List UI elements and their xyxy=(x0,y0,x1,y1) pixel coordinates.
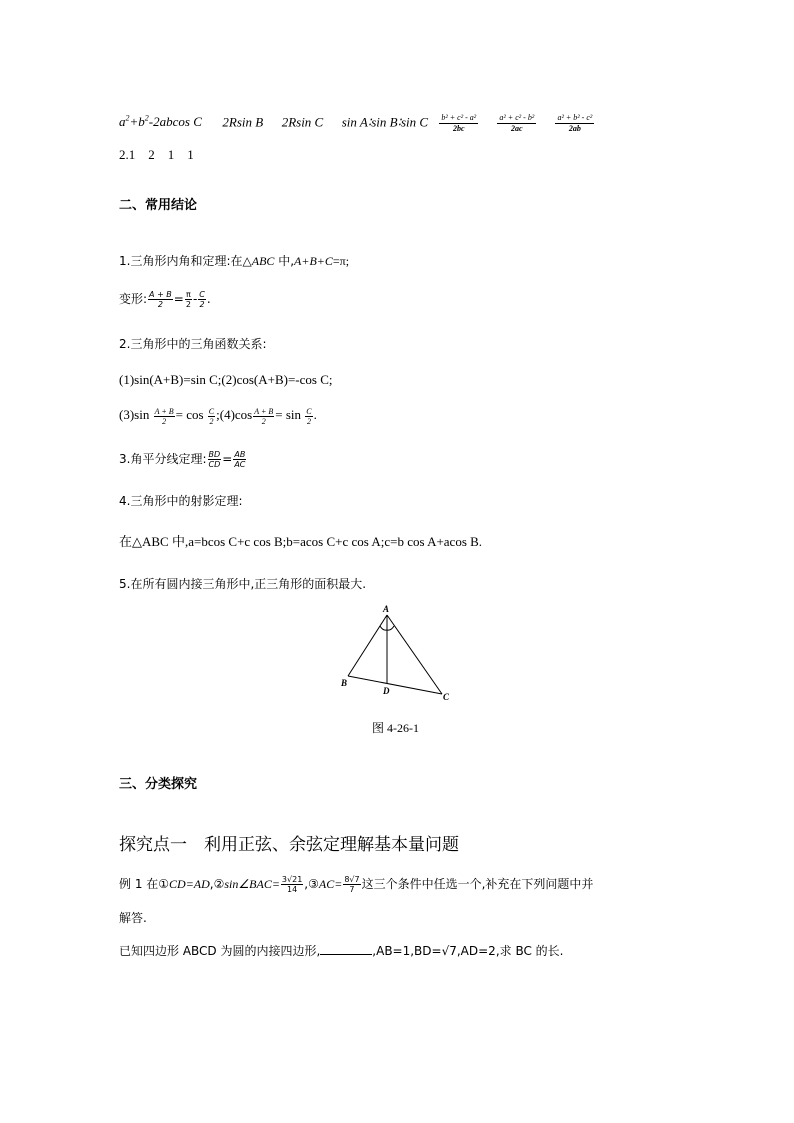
section-title-common-conclusions: 二、常用结论 xyxy=(119,198,198,213)
formula-2rsinc: 2Rsin C xyxy=(281,114,324,130)
fraction-bd-cd: $\frac{BD}{CD}$ xyxy=(208,450,221,469)
fraction-cos-c: $\frac{\text{a² + b² - c²}}{2ab}$ xyxy=(557,112,593,133)
formula-sin-ratio: sin A∶sin B∶sin C xyxy=(341,114,429,130)
fraction-c-over-2: $\frac{C}{2}$ xyxy=(199,290,205,309)
fraction-ab-ac: $\frac{AB}{AC}$ xyxy=(234,450,246,469)
vertex-label-c: C xyxy=(443,692,450,702)
fraction-half-a-plus-b-2: $\frac{A + B}{2}$ xyxy=(254,406,274,426)
point-label-d: D xyxy=(383,686,390,696)
figure-caption: 图 4-26-1 xyxy=(372,721,419,735)
item-5-max-area: 5.在所有圆内接三角形中,正三角形的面积最大. xyxy=(119,577,367,591)
angle-arc-right xyxy=(387,626,394,630)
answer-row-numbers: 2.1 2 1 1 xyxy=(119,147,194,162)
example-1-line-2: 解答. xyxy=(119,911,147,925)
formula-2rsinb: 2Rsin B xyxy=(222,114,264,130)
fill-in-blank[interactable] xyxy=(320,942,372,955)
item-2-title: 2.三角形中的三角函数关系: xyxy=(119,337,267,351)
fraction-a-plus-b-over-2: $\frac{A + B}{2}$ xyxy=(149,290,172,309)
vertex-label-b: B xyxy=(341,678,348,688)
item-2-line-1: (1)sin(A+B)=sin C;(2)cos(A+B)=-cos C; xyxy=(119,372,333,387)
vertex-label-a: A xyxy=(383,605,390,614)
item-3-angle-bisector: 3.角平分线定理: $\frac{BD}{CD}$ = $\frac{AB}{AC}$ xyxy=(119,450,246,469)
side-bc xyxy=(348,676,442,694)
fraction-half-c-2: $\frac{C}{2}$ xyxy=(306,406,312,426)
side-ab xyxy=(348,615,387,676)
formula-law-of-cosines: $a^2+b^2-2abcos$ C xyxy=(119,114,202,130)
example-1-line-1: 例 1 在①CD=AD,②sin∠BAC= $\frac{3√21}{14}$ ,③AC= $\frac{8√7}{7}$ 这三个条件中任选一个,补充在下列问题中并 xyxy=(119,875,594,894)
fraction-3-sqrt21-over-14: $\frac{3√21}{14}$ xyxy=(281,875,303,894)
item-1-angle-sum: 1.三角形内角和定理:在△ABC 中,A+B+C=π; xyxy=(119,254,350,268)
answer-row-formulas xyxy=(119,109,602,134)
fraction-half-a-plus-b: $\frac{A + B}{2}$ xyxy=(154,406,174,426)
fraction-pi-over-2: $\frac{\pi}{2}$ xyxy=(185,290,191,309)
item-4-title: 4.三角形中的射影定理: xyxy=(119,494,243,508)
fraction-half-c: $\frac{C}{2}$ xyxy=(208,406,215,426)
section-title-classified-exploration: 三、分类探究 xyxy=(119,777,198,792)
side-ac xyxy=(387,615,442,694)
triangle-figure xyxy=(336,605,456,705)
item-4-projection: 在△ABC 中,a=bcos C+c cos B;b=acos C+c cos A;c=b cos A+acos B. xyxy=(119,534,483,549)
example-1-line-3: 已知四边形 ABCD 为圆的内接四边形, ,AB=1,BD=√7,AD=2,求 BC 的长. xyxy=(119,944,564,958)
fraction-cos-b: $\frac{\text{a² + c² - b²}}{2ac}$ xyxy=(499,112,535,133)
item-2-line-2: (3)sin $\frac{A + B}{2}$ = cos $\frac{C}{2}$ ;(4)cos $\frac{A + B}{2}$ = sin $\frac{C}{2}$ . xyxy=(119,406,317,426)
fraction-8-sqrt7-over-7: $\frac{8√7}{7}$ xyxy=(344,875,360,894)
angle-arc-left xyxy=(380,626,387,630)
explore-point-heading: 探究点一 利用正弦、余弦定理解基本量问题 xyxy=(119,835,459,855)
fraction-cos-a: $\frac{\text{b² + c² - a²}}{2bc}$ xyxy=(441,112,477,133)
item-1-transform: 变形: $\frac{A + B}{2}$ = $\frac{\pi}{2}$ - $\frac{C}{2}$ . xyxy=(119,290,211,309)
